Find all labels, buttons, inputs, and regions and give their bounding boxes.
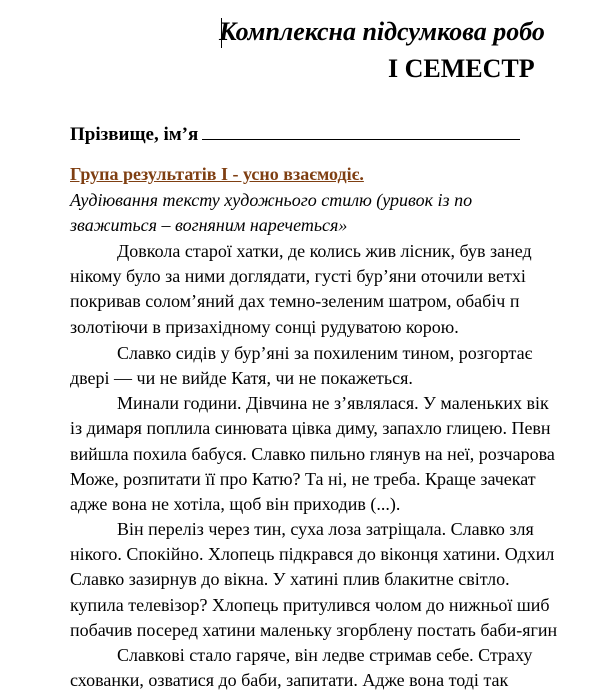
text-line: Минали години. Дівчина не з’являлася. У маленьких вік <box>117 393 549 413</box>
name-input-line[interactable] <box>202 121 520 140</box>
text-line: нікого. Спокійно. Хлопець підкрався до віконця хатини. Одхил <box>70 544 555 564</box>
document-semester: І СЕМЕСТР <box>388 54 535 83</box>
text-line: Славко зазирнув до вікна. У хатині плив блакитне світло. <box>70 569 510 589</box>
name-field-row <box>70 121 520 146</box>
text-line: Славко сидів у бур’яні за похиленим тином, розгортає <box>117 343 533 363</box>
text-line: із димаря поплила синювата цівка диму, запахло глицею. Певн <box>70 418 551 438</box>
text-line: схованки, озватися до баби, запитати. Адже вона тоді так <box>70 670 509 690</box>
text-line: вийшла похила бабуся. Славко пильно глянув на неї, розчарова <box>70 444 555 464</box>
group-heading: Група результатів І - усно взаємодіє. <box>70 164 364 184</box>
text-line: двері — чи не вийде Катя, чи не покажеться. <box>70 368 413 388</box>
text-line: Він переліз через тин, суха лоза затріщала. Славко зля <box>117 519 534 539</box>
text-line: Може, розпитати її про Катю? Та ні, не треба. Краще зачекат <box>70 469 536 489</box>
text-line: нікому було за ними доглядати, густі бур’яни оточили ветхі <box>70 266 526 286</box>
text-line: купила телевізор? Хлопець притулився чолом до нижньої шиб <box>70 595 550 615</box>
name-label: Прізвище, ім’я <box>70 124 199 145</box>
text-line: золотіючи в призахідному сонці рудуватою корою. <box>70 317 459 337</box>
text-line: покривав солом’яний дах темно-зеленим шатром, обабіч п <box>70 291 520 311</box>
text-line: Славкові стало гаряче, він ледве стримав себе. Страху <box>117 645 533 665</box>
subtitle-line-2: зважиться – вогняним наречеться» <box>70 215 348 235</box>
text-line: Довкола старої хатки, де колись жив лісник, був занед <box>117 241 532 261</box>
text-line: адже вона не хотіла, щоб він приходив (...). <box>70 494 401 514</box>
text-line: побачив посеред хатини маленьку згорблену постать баби-ягин <box>70 620 558 640</box>
subtitle-line-1: Аудіювання тексту художнього стилю (уривок із по <box>70 190 473 210</box>
document-title: Комплексна підсумкова робо <box>219 17 545 46</box>
